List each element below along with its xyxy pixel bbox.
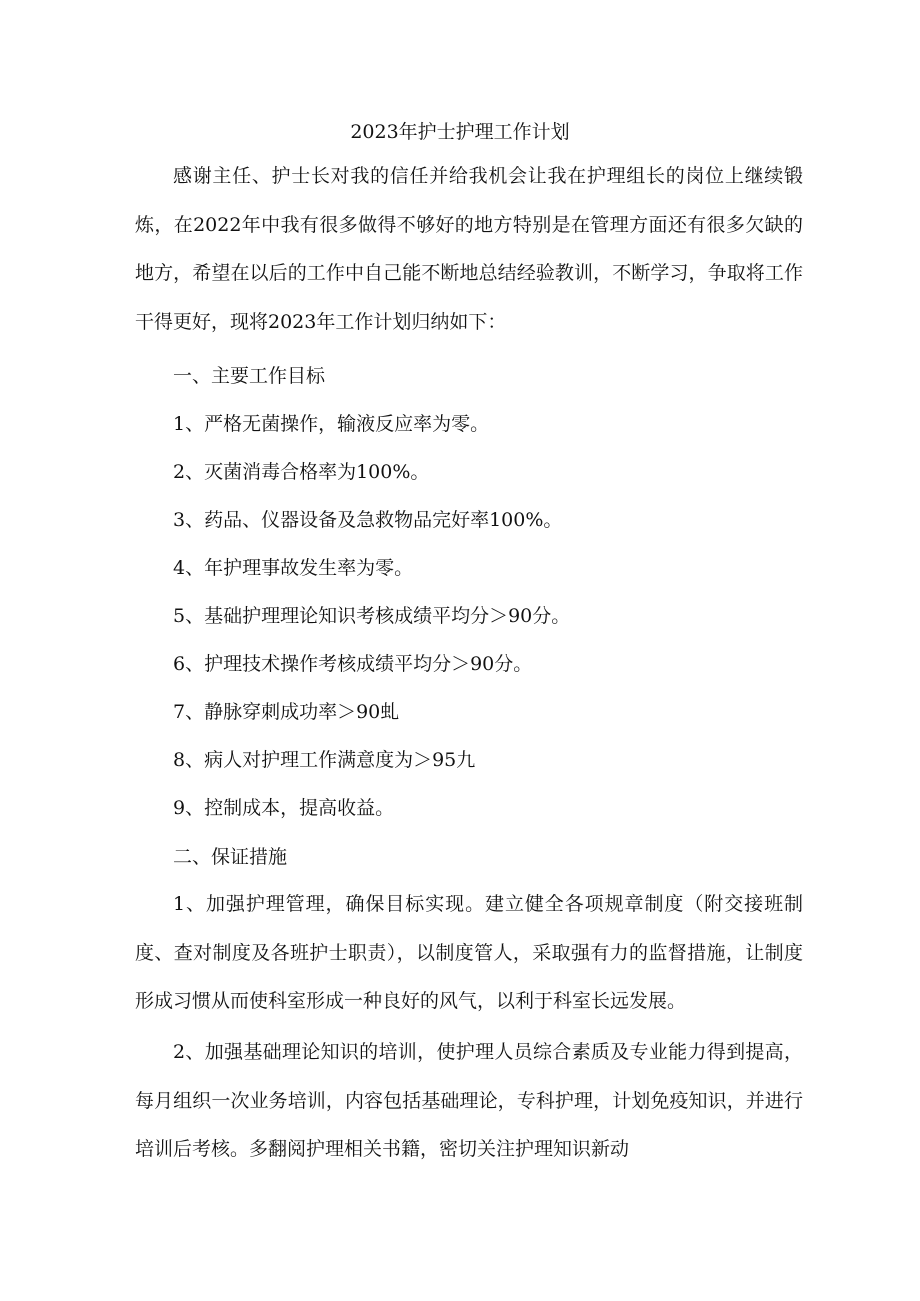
goal-item: 3、药品、仪器设备及急救物品完好率100%。 [173, 509, 563, 531]
goal-item: 9、控制成本，提高收益。 [173, 797, 395, 819]
goal-item: 5、基础护理理论知识考核成绩平均分＞90分。 [173, 605, 571, 627]
section2-heading: 二、保证措施 [173, 846, 288, 868]
section1-heading: 一、主要工作目标 [173, 365, 326, 387]
goal-item: 6、护理技术操作考核成绩平均分＞90分。 [173, 653, 533, 675]
goal-item: 2、灭菌消毒合格率为100%。 [173, 461, 430, 483]
measure-paragraph-2: 2、加强基础理论知识的培训，使护理人员综合素质及专业能力得到提高，每月组织一次业务培训，内容包括基础理论，专科护理，计划免疫知识，并进行培训后考核。多翻阅护理相关书籍，密切关注护理知识新动 [135, 1041, 803, 1161]
intro-paragraph: 感谢主任、护士长对我的信任并给我机会让我在护理组长的岗位上继续锻炼，在2022年中我有很多做得不够好的地方特别是在管理方面还有很多欠缺的地方，希望在以后的工作中自己能不断地总结经验教训，不断学习，争取将工作干得更好，现将2023年工作计划归纳如下： [135, 165, 803, 334]
goal-item: 4、年护理事故发生率为零。 [173, 557, 414, 579]
goal-item: 7、静脉穿刺成功率＞90虬 [173, 701, 400, 723]
goal-item: 8、病人对护理工作满意度为＞95九 [173, 749, 476, 771]
measure-paragraph-1: 1、加强护理管理，确保目标实现。建立健全各项规章制度（附交接班制度、查对制度及各班护士职责），以制度管人，采取强有力的监督措施，让制度形成习惯从而使科室形成一种良好的风气，以利于科室长远发展。 [135, 893, 803, 1013]
document-title: 2023年护士护理工作计划 [350, 121, 570, 143]
goal-item: 1、严格无菌操作，输液反应率为零。 [173, 413, 490, 435]
